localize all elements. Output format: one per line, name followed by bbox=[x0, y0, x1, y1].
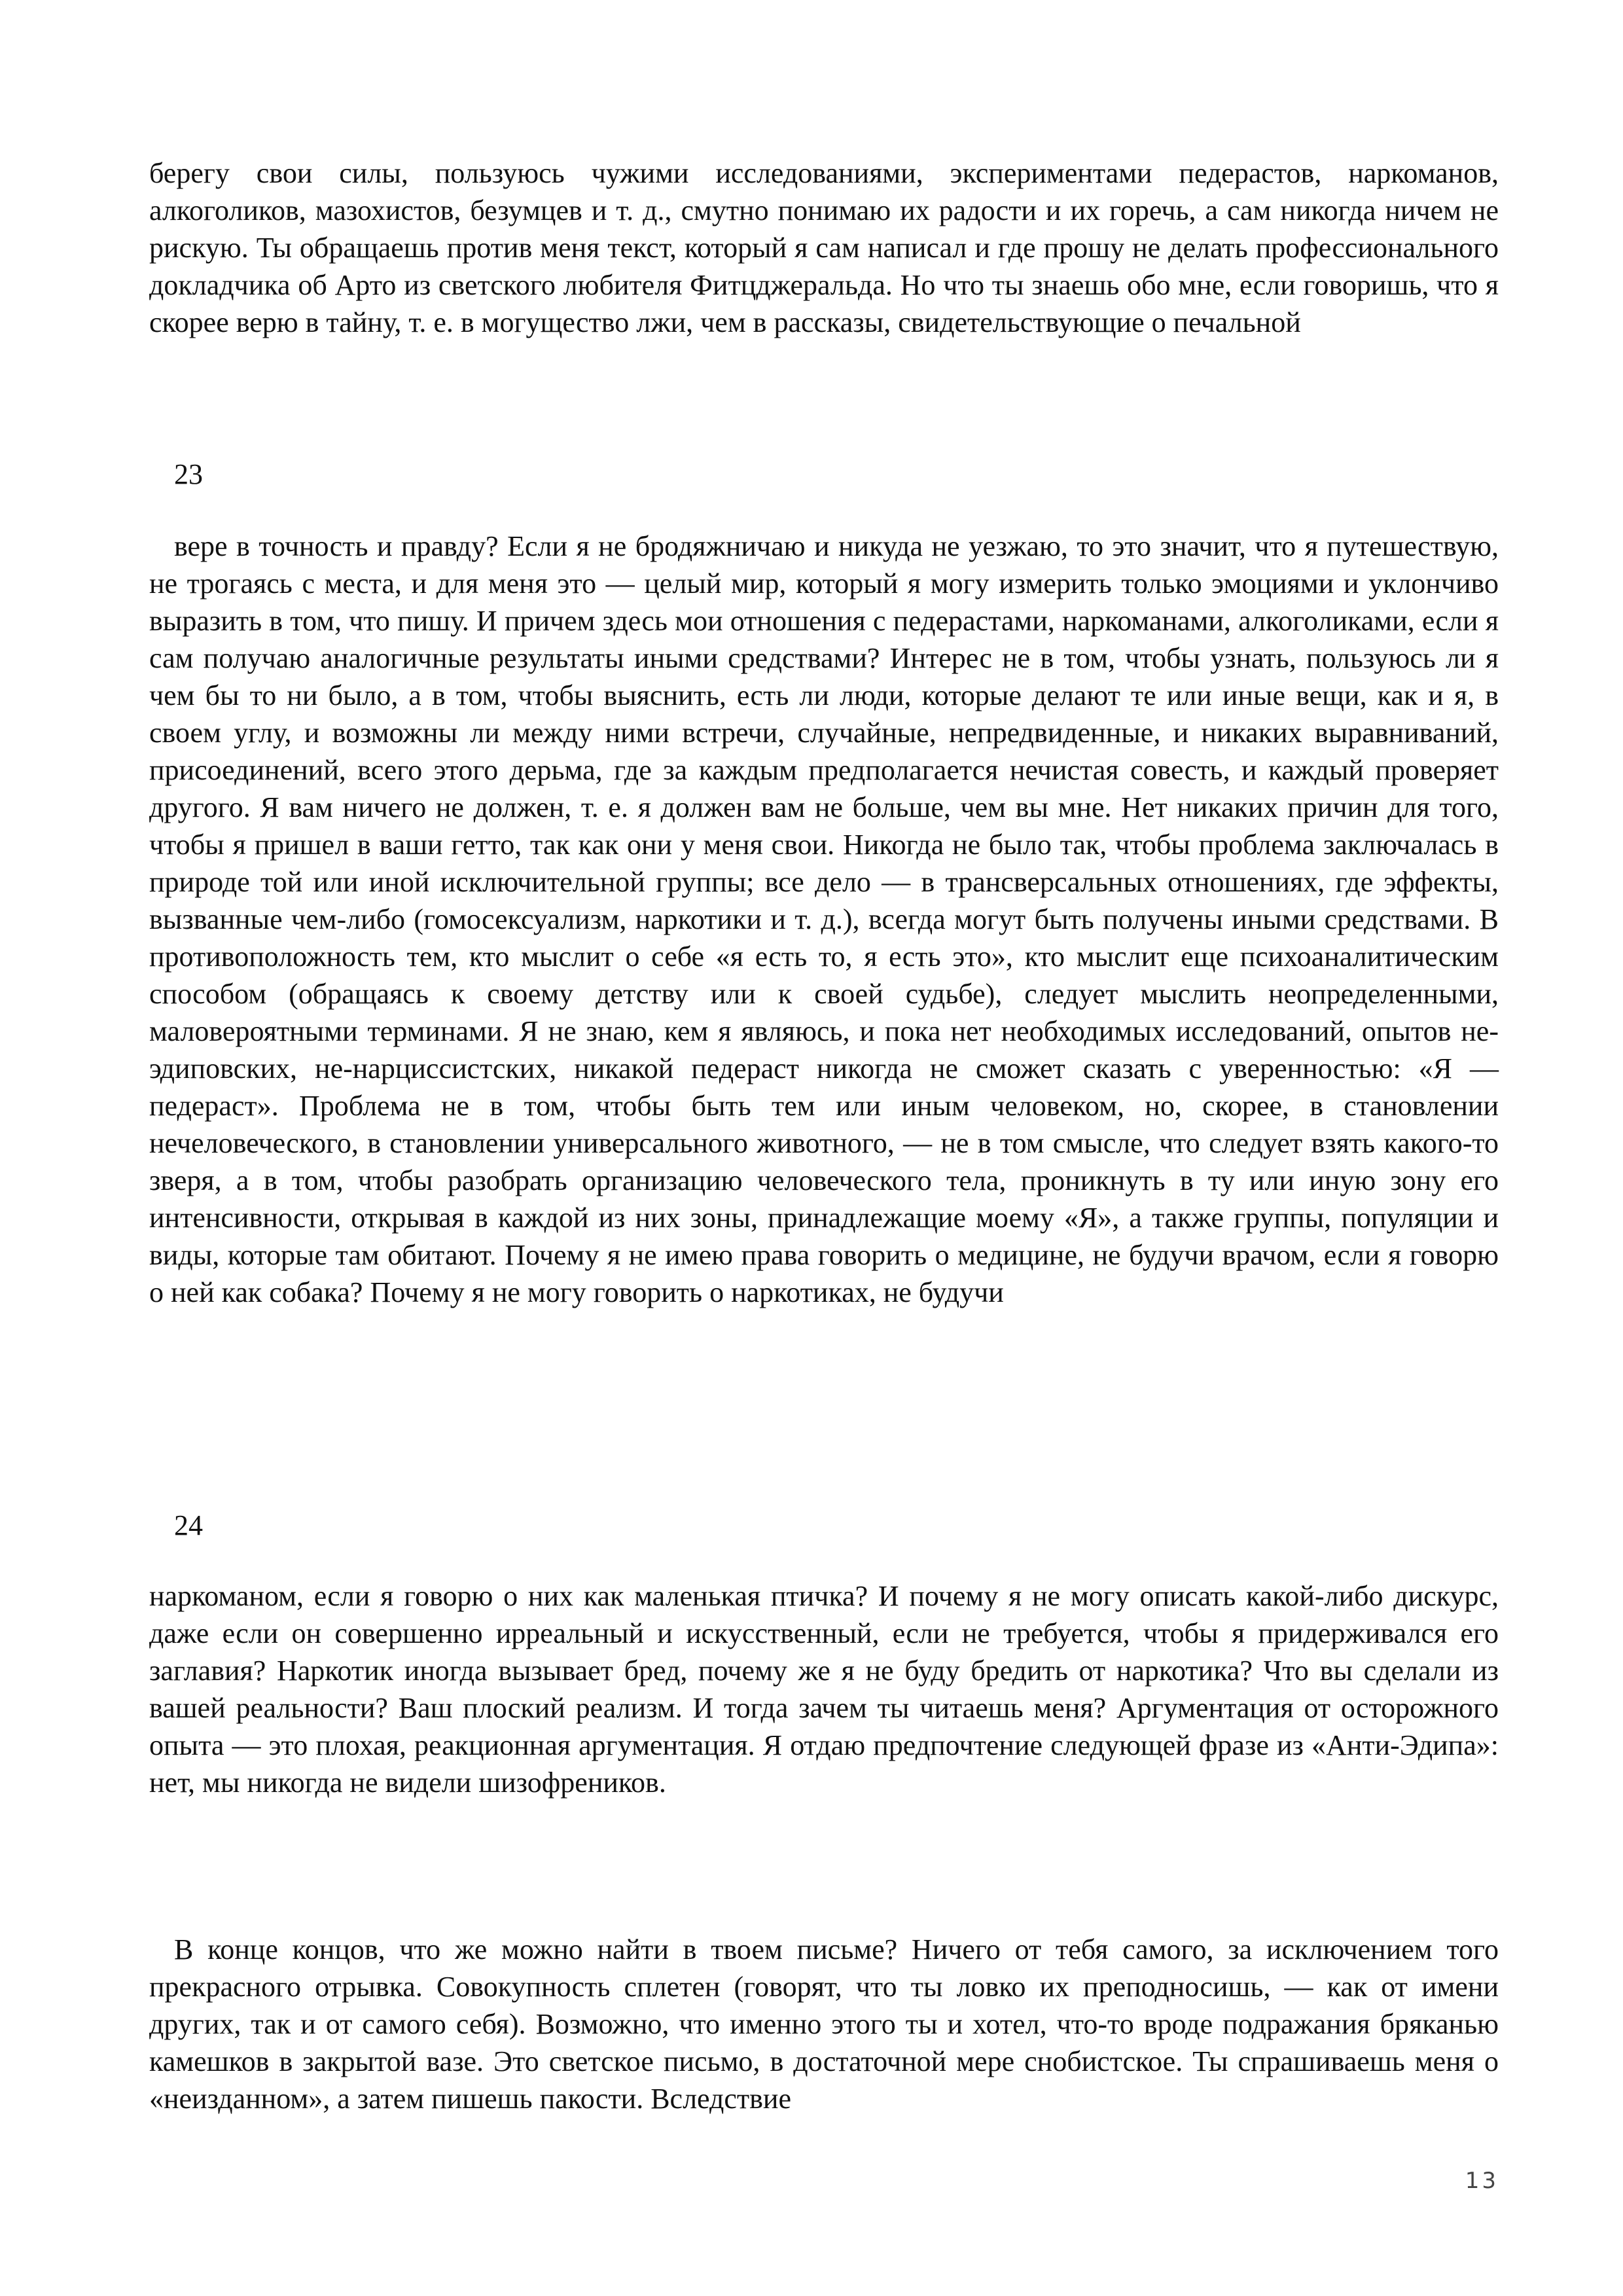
paragraph-final: В конце концов, что же можно найти в твоем письме? Ничего от тебя самого, за исключением того прекрасного отрывка. Совокупность сплетен (говорят, что ты ловко их преподносишь, — как от имени других, так и от самого себя). Возможно, что именно этого ты и хотел, что-то вроде подражания бряканью камешков в закрытой вазе. Это светское письмо, в достаточной мере снобистское. Ты спрашиваешь меня о «неизданном», а затем пишешь пакости. Вследствие bbox=[149, 1933, 1499, 2115]
paragraph-main: вере в точность и правду? Если я не бродяжничаю и никуда не уезжаю, то это значит, что я путешествую, не трогаясь с места, и для меня это — целый мир, который я могу измерить только эмоциями и уклончиво выразить в том, что пишу. И причем здесь мои отношения с педерастами, наркоманами, алкоголиками, если я сам получаю аналогичные результаты иными средствами? Интерес не в том, чтобы узнать, пользуюсь ли я чем бы то ни было, а в том, чтобы выяснить, есть ли люди, которые делают те или иные вещи, как и я, в своем углу, и возможны ли между ними встречи, случайные, непредвиденные, и никаких выравниваний, присоединений, всего этого дерьма, где за каждым предполагается нечистая совесть, и каждый проверяет другого. Я вам ничего не должен, т. е. я должен вам не больше, чем вы мне. Нет никаких причин для того, чтобы я пришел в ваши гетто, так как они у меня свои. Никогда не было так, чтобы проблема заключалась в природе той или иной исключительной группы; все дело — в трансверсальных отношениях, где эффекты, вызванные чем-либо (гомосексуализм, наркотики и т. д.), всегда могут быть получены иными средствами. В противоположность тем, кто мыслит о себе «я есть то, я есть это», кто мыслит еще психоаналитическим способом (обращаясь к своему детству или к своей судьбе), следует мыслить неопределенными, маловероятными терминами. Я не знаю, кем я являюсь, и пока нет необходимых исследований, опытов не-эдиповских, не-нарциссистских, никакой педераст никогда не сможет сказать с уверенностью: «Я — педераст». Проблема не в том, чтобы быть тем или иным человеком, но, скорее, в становлении нечеловеческого, в становлении универсального животного, — не в том смысле, что следует взять какого-то зверя, а в том, чтобы разобрать организацию человеческого тела, проникнуть в ту или иную зону его интенсивности, открывая в каждой из них зоны, принадлежащие моему «Я», а также группы, популяции и виды, которые там обитают. Почему я не имею права говорить о медицине, не будучи врачом, если я говорю о ней как собака? Почему я не могу говорить о наркотиках, не будучи bbox=[149, 530, 1499, 1308]
section-number: 23 bbox=[174, 458, 203, 490]
page-number: 13 bbox=[1465, 2168, 1499, 2194]
section-number: 24 bbox=[174, 1509, 203, 1541]
paragraph-continuation: наркоманом, если я говорю о них как маленькая птичка? И почему я не могу описать какой-либо дискурс, даже если он совершенно ирреальный и искусственный, если не требуется, чтобы я придерживался его заглавия? Наркотик иногда вызывает бред, почему же я не буду бредить от наркотика? Что вы сделали из вашей реальности? Ваш плоский реализм. И тогда зачем ты читаешь меня? Аргументация от осторожного опыта — это плохая, реакционная аргументация. Я отдаю предпочтение следующей фразе из «Анти-Эдипа»: нет, мы никогда не видели шизофреников. bbox=[149, 1580, 1499, 1799]
paragraph-continuation: берегу свои силы, пользуюсь чужими исследованиями, экспериментами педерастов, наркоманов, алкоголиков, мазохистов, безумцев и т. д., смутно понимаю их радости и их горечь, а сам никогда ничем не рискую. Ты обращаешь против меня текст, который я сам написал и где прошу не делать профессионального докладчика об Арто из светского любителя Фитцджеральда. Но что ты знаешь обо мне, если говоришь, что я скорее верю в тайну, т. е. в могущество лжи, чем в рассказы, свидетельствующие о печальной bbox=[149, 157, 1499, 338]
